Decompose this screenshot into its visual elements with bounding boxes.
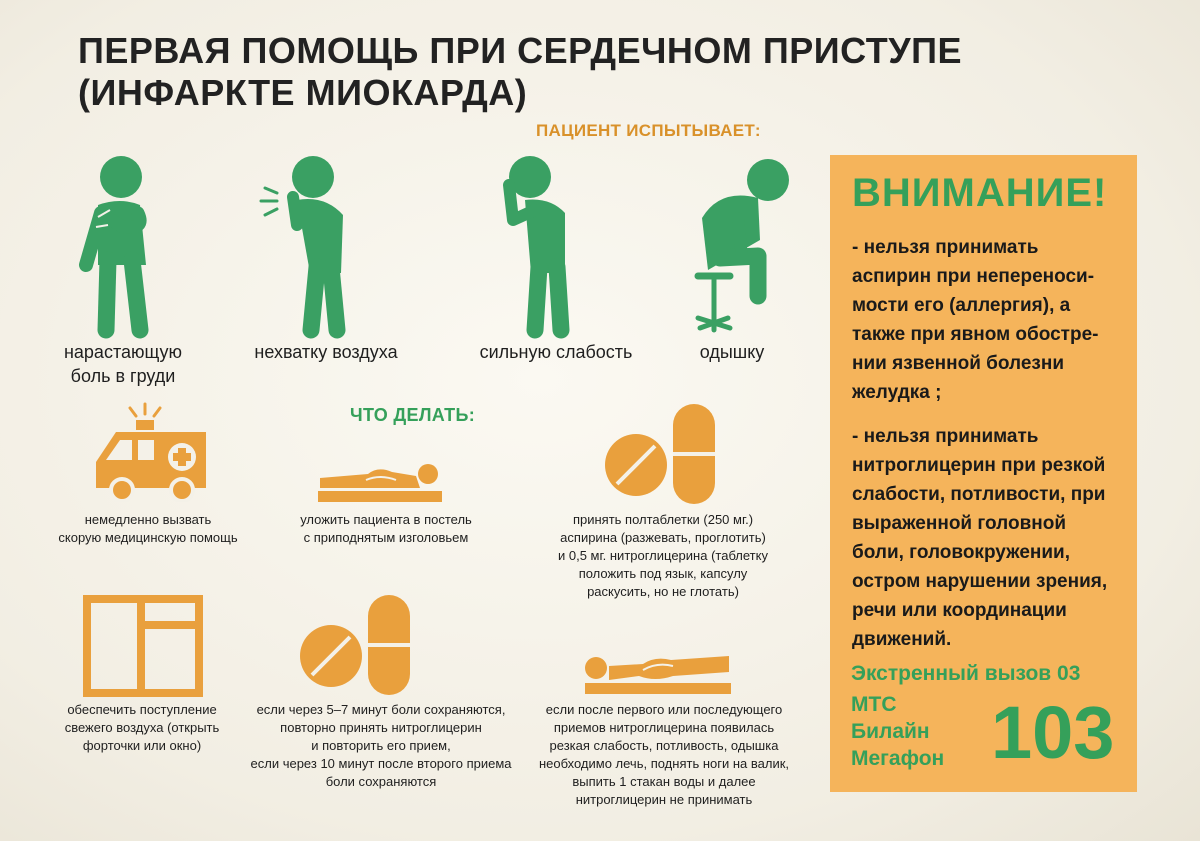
warning-line: выраженной головной	[852, 513, 1067, 534]
warning-line: - нельзя принимать	[852, 237, 1039, 258]
caption-line: аспирина (разжевать, проглотить)	[560, 530, 766, 545]
caption-line: если через 5–7 минут боли сохраняются,	[256, 702, 506, 717]
caption-line: скорую медицинскую помощь	[58, 530, 238, 545]
action-lie-down-raise-legs	[528, 701, 800, 809]
symptom-chest-pain-line2: боль в груди	[70, 366, 176, 386]
caption-line: если через 10 минут после второго приема	[250, 756, 512, 771]
action-call-ambulance	[58, 511, 238, 547]
symptom-chest-pain-line1: нарастающую	[63, 342, 183, 362]
caption-line: обеспечить поступление	[67, 702, 217, 717]
caption-line: положить под язык, капсулу	[578, 566, 748, 581]
warning-line: желудка ;	[852, 382, 942, 403]
title-line-1: ПЕРВАЯ ПОМОЩЬ ПРИ СЕРДЕЧНОМ ПРИСТУПЕ	[78, 30, 963, 71]
emergency-number: 103	[991, 691, 1115, 774]
caption-line: боли сохраняются	[325, 774, 437, 789]
patient-in-bed-icon	[316, 462, 444, 504]
caption-line: свежего воздуха (открыть	[64, 720, 220, 735]
caption-line: повторно принять нитроглицерин	[280, 720, 482, 735]
action-repeat-nitroglycerin	[236, 701, 526, 791]
symptom-chest-pain	[33, 340, 213, 388]
title-line-2: (ИНФАРКТЕ МИОКАРДА)	[78, 72, 528, 113]
caption-line: если после первого или последующего	[545, 702, 783, 717]
warning-line: нитроглицерин при резкой	[852, 455, 1106, 476]
ambulance-icon	[92, 402, 212, 502]
operator-list	[851, 691, 944, 772]
operator-mts: МТС	[851, 693, 897, 716]
warning-line: также при явном обостре-	[852, 324, 1099, 345]
caption-line: уложить пациента в постель	[300, 512, 472, 527]
pills-icon	[603, 402, 718, 507]
caption-line: форточки или окно)	[82, 738, 202, 753]
caption-line: принять полтаблетки (250 мг.)	[572, 512, 754, 527]
patient-lying-legs-raised-icon	[583, 652, 733, 696]
warning-aspirin-contraindications	[852, 233, 1132, 407]
warning-line: боли, головокружении,	[852, 542, 1070, 563]
what-to-do-label: ЧТО ДЕЛАТЬ:	[350, 405, 475, 425]
symptom-shortness-of-air: нехватку воздуха	[254, 342, 398, 362]
warning-line: остром нарушении зрения,	[852, 571, 1108, 592]
caption-line: немедленно вызвать	[84, 512, 212, 527]
person-weakness-icon	[495, 155, 595, 340]
action-put-to-bed	[286, 511, 486, 547]
caption-line: нитроглицерин не принимать	[575, 792, 753, 807]
caption-line: резкая слабость, потливость, одышка	[549, 738, 779, 753]
caption-line: приемов нитроглицерина появилась	[553, 720, 775, 735]
operator-megafon: Мегафон	[851, 747, 945, 770]
warning-nitroglycerin-contraindications	[852, 422, 1132, 654]
warning-line: движений.	[852, 629, 952, 650]
warning-line: слабости, потливости, при	[852, 484, 1106, 505]
page-title	[78, 30, 1078, 114]
warning-line: речи или координации	[852, 600, 1067, 621]
patient-experiences-label: ПАЦИЕНТ ИСПЫТЫВАЕТ:	[536, 121, 761, 140]
person-sitting-shortness-of-breath-icon	[690, 158, 800, 338]
pills-icon	[298, 593, 413, 698]
warning-line: аспирин при непереноси-	[852, 266, 1095, 287]
caption-line: раскусить, но не глотать)	[587, 584, 739, 599]
warning-line: - нельзя принимать	[852, 426, 1039, 447]
caption-line: выпить 1 стакан воды и далее	[572, 774, 756, 789]
action-take-aspirin-nitroglycerin	[548, 511, 778, 601]
emergency-call-heading: Экстренный вызов 03	[851, 662, 1081, 685]
operator-beeline: Билайн	[851, 720, 930, 743]
warning-line: нии язвенной болезни	[852, 353, 1065, 374]
caption-line: и повторить его прием,	[311, 738, 451, 753]
symptom-dyspnea: одышку	[699, 342, 765, 362]
symptom-weakness: сильную слабость	[479, 342, 633, 362]
warning-title: ВНИМАНИЕ!	[852, 171, 1108, 215]
warning-panel	[830, 155, 1137, 792]
caption-line: с приподнятым изголовьем	[303, 530, 469, 545]
person-coughing-icon	[255, 155, 355, 340]
caption-line: и 0,5 мг. нитроглицерина (таблетку	[558, 548, 768, 563]
person-chest-pain-icon	[68, 155, 168, 340]
action-fresh-air	[52, 701, 232, 755]
caption-line: необходимо лечь, поднять ноги на валик,	[538, 756, 790, 771]
warning-line: мости его (аллергия), а	[852, 295, 1071, 316]
window-icon	[83, 595, 203, 697]
